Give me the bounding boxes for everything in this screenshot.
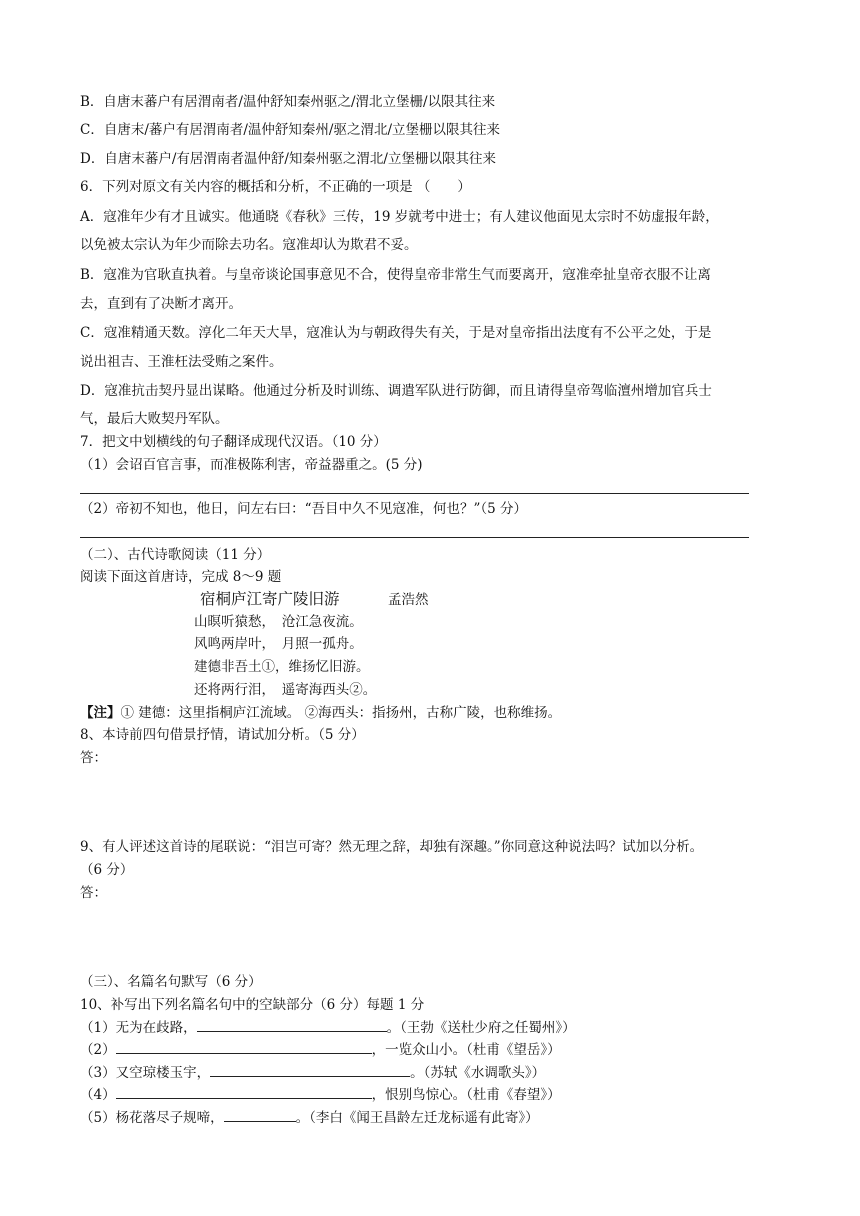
- q7-sentence-2: （2）帝初不知也，他日，问左右曰：“吾目中久不见寇准，何也？”（5 分）: [80, 501, 528, 517]
- note-mark: 【注】: [80, 705, 121, 721]
- recital-item-2: [80, 1040, 561, 1059]
- poem-line: 风鸣两岸叶， 月照一孤舟。: [194, 636, 363, 652]
- question-8: 8、本诗前四句借景抒情，请试加分析。（5 分）: [80, 727, 365, 743]
- q6-option-a-line1: A．寇准年少有才且诚实。他通晓《春秋》三传，19 岁就考中进士；有人建议他面见太宗时不妨虚报年龄，: [80, 209, 719, 225]
- item-post: 。（苏轼《水调歌头》）: [410, 1065, 546, 1081]
- poem-author: 孟浩然: [388, 592, 429, 608]
- q7-sentence-1: （1）会诏百官言事，而准极陈利害，帝益器重之。(5 分): [80, 457, 423, 473]
- recital-item-5: [80, 1108, 539, 1127]
- question-10-stem: 10、补写出下列名篇名句中的空缺部分（6 分）每题 1 分: [80, 997, 425, 1013]
- poem-line: 山暝听猿愁， 沧江急夜流。: [194, 614, 363, 630]
- q6-option-b-line1: B．寇准为官耿直执着。与皇帝谈论国事意见不合，使得皇帝非常生气而要离开，寇准牵扯皇帝衣服不让离: [80, 267, 711, 283]
- item-pre: （4）: [80, 1087, 116, 1103]
- q6-option-c-line2: 说出祖吉、王淮枉法受贿之案件。: [80, 354, 283, 370]
- fill-blank[interactable]: [116, 1085, 372, 1099]
- option-c: C．自唐末/蕃户有居渭南者/温仲舒知秦州/驱之渭北/立堡栅以限其往来: [80, 122, 501, 138]
- question-7-stem: 7．把文中划横线的句子翻译成现代汉语。（10 分）: [80, 434, 387, 450]
- answer-line-1[interactable]: [80, 493, 749, 494]
- note-text: ① 建德：这里指桐庐江流域。 ②海西头：指扬州，古称广陵，也称维扬。: [120, 705, 562, 721]
- item-post: ，一览众山小。（杜甫《望岳》）: [371, 1042, 561, 1058]
- question-6-stem: 6．下列对原文有关内容的概括和分析，不正确的一项是 （ ）: [80, 179, 471, 195]
- recital-section-heading: （三）、名篇名句默写（6 分）: [80, 974, 262, 990]
- item-pre: （2）: [80, 1042, 116, 1058]
- q6-option-b-line2: 去，直到有了决断才离开。: [80, 296, 242, 312]
- answer-line-2[interactable]: [80, 537, 749, 538]
- fill-blank[interactable]: [210, 1063, 410, 1077]
- option-b: B．自唐末蕃户有居渭南者/温仲舒知秦州驱之/渭北立堡栅/以限其往来: [80, 94, 496, 110]
- option-d: D．自唐末蕃户/有居渭南者温仲舒/知秦州驱之渭北/立堡栅以限其往来: [80, 151, 496, 167]
- q6-option-a-line2: 以免被太宗认为年少而除去功名。寇准却认为欺君不妥。: [80, 237, 418, 253]
- poem-line: 还将两行泪， 遥寄海西头②。: [194, 682, 377, 698]
- poem-line: 建德非吾土①，维扬忆旧游。: [194, 659, 370, 675]
- poem-title: 宿桐庐江寄广陵旧游: [200, 590, 340, 608]
- poetry-section-heading: （二）、古代诗歌阅读（11 分）: [80, 547, 271, 563]
- item-post: ，恨别鸟惊心。（杜甫《春望》）: [371, 1087, 561, 1103]
- recital-item-1: [80, 1018, 576, 1037]
- recital-item-3: [80, 1063, 545, 1082]
- poem-note: [80, 704, 561, 722]
- item-pre: （1）无为在歧路，: [80, 1020, 197, 1036]
- fill-blank[interactable]: [224, 1108, 296, 1122]
- fill-blank[interactable]: [197, 1018, 387, 1032]
- item-post: 。（王勃《送杜少府之任蜀州》）: [386, 1020, 576, 1036]
- item-pre: （3）又空琼楼玉宇，: [80, 1065, 211, 1081]
- q8-answer-label: 答：: [80, 750, 107, 766]
- q6-option-c-line1: C．寇准精通天数。淳化二年天大旱，寇准认为与朝政得失有关，于是对皇帝指出法度有不公平之处，于是: [80, 325, 712, 341]
- poetry-intro: 阅读下面这首唐诗，完成 8～9 题: [80, 569, 282, 585]
- item-pre: （5）杨花落尽子规啼，: [80, 1110, 224, 1126]
- item-post: 。（李白《闻王昌龄左迁龙标遥有此寄》）: [295, 1110, 539, 1126]
- question-9-line2: （6 分）: [80, 862, 134, 878]
- fill-blank[interactable]: [116, 1040, 372, 1054]
- q6-option-d-line2: 气，最后大败契丹军队。: [80, 411, 229, 427]
- q6-option-d-line1: D．寇准抗击契丹显出谋略。他通过分析及时训练、调遣军队进行防御，而且请得皇帝驾临澶州增加官兵士: [80, 383, 712, 399]
- recital-item-4: [80, 1085, 561, 1104]
- question-9-line1: 9、有人评述这首诗的尾联说：“泪岂可寄？然无理之辞，却独有深趣。”你同意这种说法吗？试加以分析。: [80, 839, 704, 855]
- q9-answer-label: 答：: [80, 885, 107, 901]
